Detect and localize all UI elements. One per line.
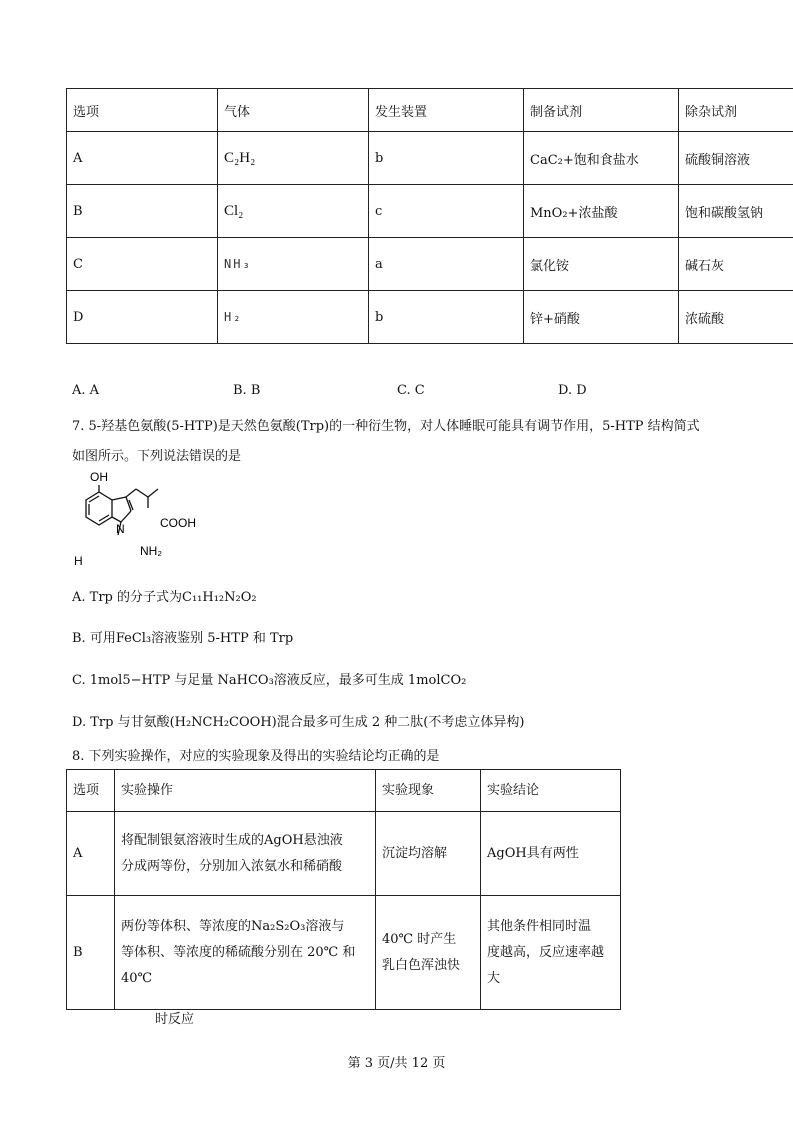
table-row (67, 238, 793, 291)
table-header-cell: 选项 (67, 770, 115, 812)
q7-option-b: B. 可用FeCl₃溶液鉴别 5-HTP 和 Trp (72, 631, 294, 646)
q7-option-c: C. 1mol5−HTP 与足量 NaHCO₃溶液反应，最多可生成 1molCO₂ (72, 673, 467, 688)
table-header-cell: 选项 (67, 89, 218, 132)
table-cell (115, 812, 376, 896)
q8-stem: 8. 下列实验操作，对应的实验现象及得出的实验结论均正确的是 (72, 749, 440, 764)
table-cell: c (369, 185, 524, 238)
table-cell: 饱和碳酸氢钠 (679, 185, 793, 238)
nh2-label: NH₂ (140, 544, 162, 558)
operation-line: 将配制银氨溶液时生成的AgOH悬浊液 (121, 832, 343, 848)
table-cell: 浓硫酸 (679, 291, 793, 344)
table-row (67, 896, 621, 1010)
table-cell: CaC₂+饱和食盐水 (524, 132, 679, 185)
phenomenon-line: 乳白色浑浊快 (382, 957, 461, 973)
phenomenon-line: 40℃ 时产生 (382, 931, 457, 947)
table-header-cell: 实验操作 (115, 770, 376, 812)
table-row (67, 132, 793, 185)
table-cell: b (369, 291, 524, 344)
table-cell: Cl₂ (218, 185, 369, 238)
conclusion-line: 大 (487, 970, 501, 986)
page-footer: 第 3 页/共 12 页 (347, 1056, 446, 1071)
q6-choice-b: B. B (233, 383, 261, 398)
table-row (67, 291, 793, 344)
table-cell: b (369, 132, 524, 185)
table-cell: MnO₂+浓盐酸 (524, 185, 679, 238)
table-cell: H₂ (218, 291, 369, 344)
q6-choice-c: C. C (397, 383, 425, 398)
q7-stem-line1: 7. 5-羟基色氨酸(5-HTP)是天然色氨酸(Trp)的一种衍生物，对人体睡眠可能具有调节作用，5-HTP 结构简式 (72, 419, 700, 434)
5-htp-structure-diagram (66, 465, 216, 575)
table-header-row (67, 89, 793, 132)
table-cell: C₂H₂ (218, 132, 369, 185)
operation-line: 等体积、等浓度的稀硫酸分别在 20℃ 和 (121, 944, 356, 960)
table-header-cell: 实验结论 (481, 770, 621, 812)
table-cell: 硫酸铜溶液 (679, 132, 793, 185)
table-header-cell: 发生装置 (369, 89, 524, 132)
table-header-cell: 制备试剂 (524, 89, 679, 132)
conclusion-line: 度越高，反应速率越 (487, 944, 605, 960)
table-cell: B (67, 896, 115, 1010)
table-cell: a (369, 238, 524, 291)
table-cell: B (67, 185, 218, 238)
cooh-label: COOH (160, 516, 196, 530)
table-cell: 碱石灰 (679, 238, 793, 291)
table-cell (115, 896, 376, 1010)
q6-choice-a: A. A (72, 383, 100, 398)
table-cell: AgOH具有两性 (481, 812, 621, 896)
oh-label: OH (90, 470, 108, 484)
h-label: H (74, 554, 83, 568)
table-cell: C (67, 238, 218, 291)
n-label: N (116, 522, 125, 536)
q7-stem-line2: 如图所示。下列说法错误的是 (72, 449, 242, 464)
table-cell: D (67, 291, 218, 344)
table-header-cell: 实验现象 (376, 770, 481, 812)
table-header-cell: 气体 (218, 89, 369, 132)
table-row (67, 812, 621, 896)
table-cell: 沉淀均溶解 (376, 812, 481, 896)
experiment-table (66, 769, 621, 1010)
table-cell (376, 896, 481, 1010)
operation-line: 分成两等份，分别加入浓氨水和稀硝酸 (121, 858, 343, 874)
q7-option-d: D. Trp 与甘氨酸(H₂NCH₂COOH)混合最多可生成 2 种二肽(不考虑立体异构) (72, 715, 525, 730)
table-cell: A (67, 132, 218, 185)
table-row (67, 185, 793, 238)
table-header-cell: 除杂试剂 (679, 89, 793, 132)
operation-line: 40℃ (121, 970, 153, 986)
table-cell: A (67, 812, 115, 896)
table-cell: 锌+硝酸 (524, 291, 679, 344)
table-cell (481, 896, 621, 1010)
q6-choice-d: D. D (558, 383, 587, 398)
conclusion-line: 其他条件相同时温 (487, 918, 592, 934)
q7-option-a: A. Trp 的分子式为C₁₁H₁₂N₂O₂ (72, 590, 257, 605)
table-header-row (67, 770, 621, 812)
table-cell: NH₃ (218, 238, 369, 291)
operation-line: 两份等体积、等浓度的Na₂S₂O₃溶液与 (121, 918, 345, 934)
gas-prep-table (66, 88, 793, 344)
table-cell: 氯化铵 (524, 238, 679, 291)
operation-overflow-line: 时反应 (155, 1012, 195, 1027)
